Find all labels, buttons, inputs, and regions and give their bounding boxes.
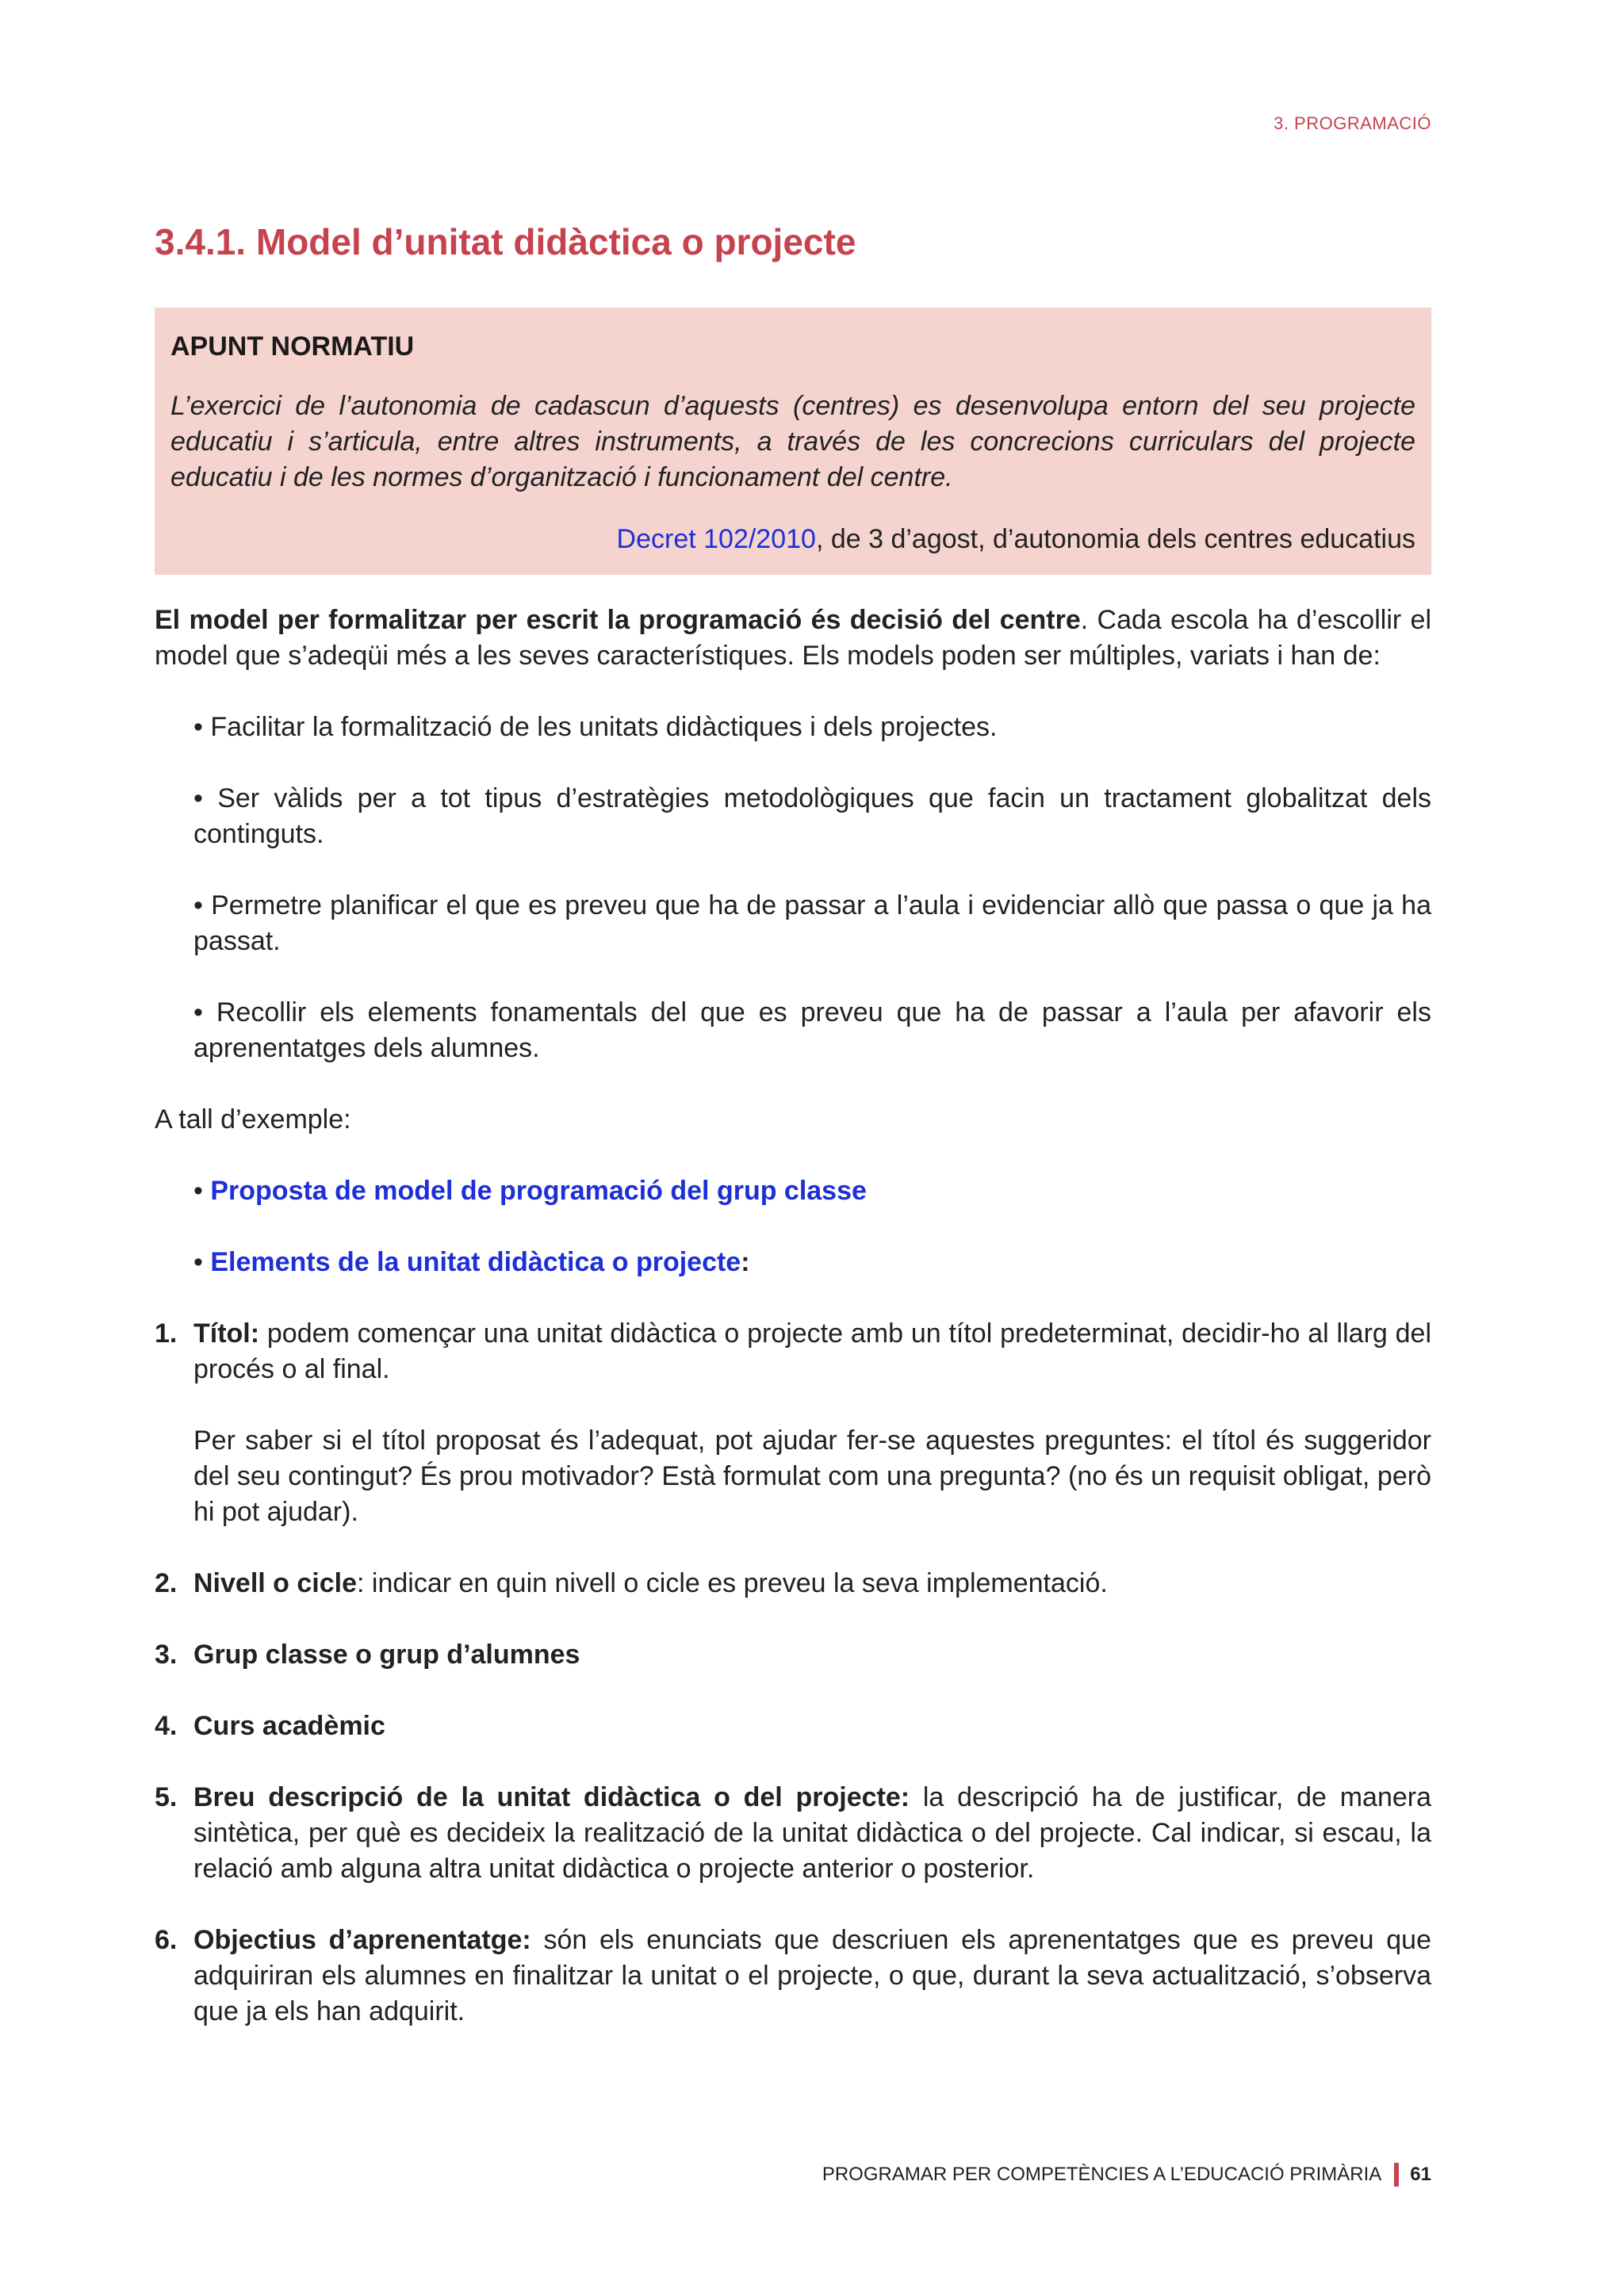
section-title: 3.4.1. Model d’unitat didàctica o projecte bbox=[155, 221, 856, 262]
numbered-item bbox=[155, 1709, 1431, 1744]
item-extra: Per saber si el títol proposat és l’adequat, pot ajudar fer-se aquestes preguntes: el títol és suggeridor del seu contingut? És prou motivador? Està formulat com una pregunta? (no és un requisit obligat, però hi pot ajudar). bbox=[193, 1425, 1431, 1527]
item-number: 4. bbox=[155, 1711, 178, 1741]
item-text: : indicar en quin nivell o cicle es preveu la seva implementació. bbox=[357, 1568, 1108, 1598]
numbered-item bbox=[155, 1566, 1431, 1601]
decree-link[interactable]: Decret 102/2010 bbox=[616, 524, 816, 554]
item-label: Breu descripció de la unitat didàctica o del projecte: bbox=[193, 1782, 910, 1812]
list-item: • Ser vàlids per a tot tipus d’estratègies metodològiques que facin un tractament globalitzat dels continguts. bbox=[193, 783, 1431, 849]
item-text: són els enunciats que descriuen els aprenentatges que es preveu que adquiriran els alumnes en finalitzar la unitat o el projecte, o que, durant la seva actualització, s’observa que ja els han adquirit. bbox=[193, 1925, 1431, 2026]
page-number: 61 bbox=[1410, 2164, 1431, 2185]
page-footer bbox=[822, 2163, 1431, 2187]
proposal-model-link[interactable]: Proposta de model de programació del grup classe bbox=[210, 1176, 867, 1206]
example-link-item: • Proposta de model de programació del grup classe bbox=[193, 1176, 867, 1206]
item-number: 5. bbox=[155, 1782, 178, 1812]
item-number: 1. bbox=[155, 1318, 178, 1349]
footer-title: PROGRAMAR PER COMPETÈNCIES A L’EDUCACIÓ PRIMÀRIA bbox=[822, 2164, 1382, 2185]
intro-bold: El model per formalitzar per escrit la programació és decisió del centre bbox=[155, 605, 1081, 635]
running-head: 3. PROGRAMACIÓ bbox=[1274, 113, 1431, 133]
item-text: podem començar una unitat didàctica o projecte amb un títol predeterminat, decidir-ho al llarg del procés o al final. bbox=[193, 1318, 1431, 1384]
footer-divider bbox=[1394, 2163, 1399, 2187]
intro-rest: . Cada escola ha d’escollir el model que s’adeqüi més a les seves característiques. Els models poden ser múltiples, variats i han de: bbox=[155, 605, 1431, 671]
normative-note-box bbox=[155, 308, 1431, 575]
numbered-item bbox=[155, 1923, 1431, 2030]
callout-source bbox=[170, 524, 1415, 555]
item-number: 6. bbox=[155, 1925, 178, 1955]
list-item: • Recollir els elements fonamentals del que es preveu que ha de passar a l’aula per afavorir els aprenentatges dels alumnes. bbox=[193, 997, 1431, 1063]
callout-source-text: , de 3 d’agost, d’autonomia dels centres educatius bbox=[815, 524, 1415, 554]
item-text: la descripció ha de justificar, de manera sintètica, per què es decideix la realització de la unitat didàctica o del projecte. Cal indicar, si escau, la relació amb alguna altra unitat didàctica o projecte anterior o posterior. bbox=[193, 1782, 1432, 1884]
item-number: 3. bbox=[155, 1640, 178, 1670]
unit-elements-link[interactable]: Elements de la unitat didàctica o projecte bbox=[210, 1247, 741, 1277]
intro-paragraph bbox=[155, 603, 1431, 674]
numbered-item bbox=[155, 1780, 1431, 1887]
numbered-item bbox=[155, 1316, 1431, 1530]
item-number: 2. bbox=[155, 1568, 178, 1598]
item-label: Grup classe o grup d’alumnes bbox=[193, 1640, 580, 1670]
list-item: • Facilitar la formalització de les unitats didàctiques i dels projectes. bbox=[193, 712, 998, 742]
item-label: Objectius d’aprenentatge: bbox=[193, 1925, 531, 1955]
body-text bbox=[155, 603, 1431, 2030]
list-item: • Permetre planificar el que es preveu que ha de passar a l’aula i evidenciar allò que passa o que ja ha passat. bbox=[193, 890, 1431, 956]
callout-quote: L’exercici de l’autonomia de cadascun d’aquests (centres) es desenvolupa entorn del seu projecte educatiu i s’articula, entre altres instruments, a través de les concrecions curriculars del projecte educatiu i de les normes d’organització i funcionament del centre. bbox=[170, 391, 1415, 492]
item-label: Curs acadèmic bbox=[193, 1711, 385, 1741]
item-label: Títol: bbox=[193, 1318, 260, 1349]
callout-heading: APUNT NORMATIU bbox=[170, 331, 415, 362]
example-intro: A tall d’exemple: bbox=[155, 1104, 351, 1135]
example-link-item: • Elements de la unitat didàctica o projecte: bbox=[193, 1247, 750, 1277]
numbered-item bbox=[155, 1637, 1431, 1673]
item-label: Nivell o cicle bbox=[193, 1568, 357, 1598]
